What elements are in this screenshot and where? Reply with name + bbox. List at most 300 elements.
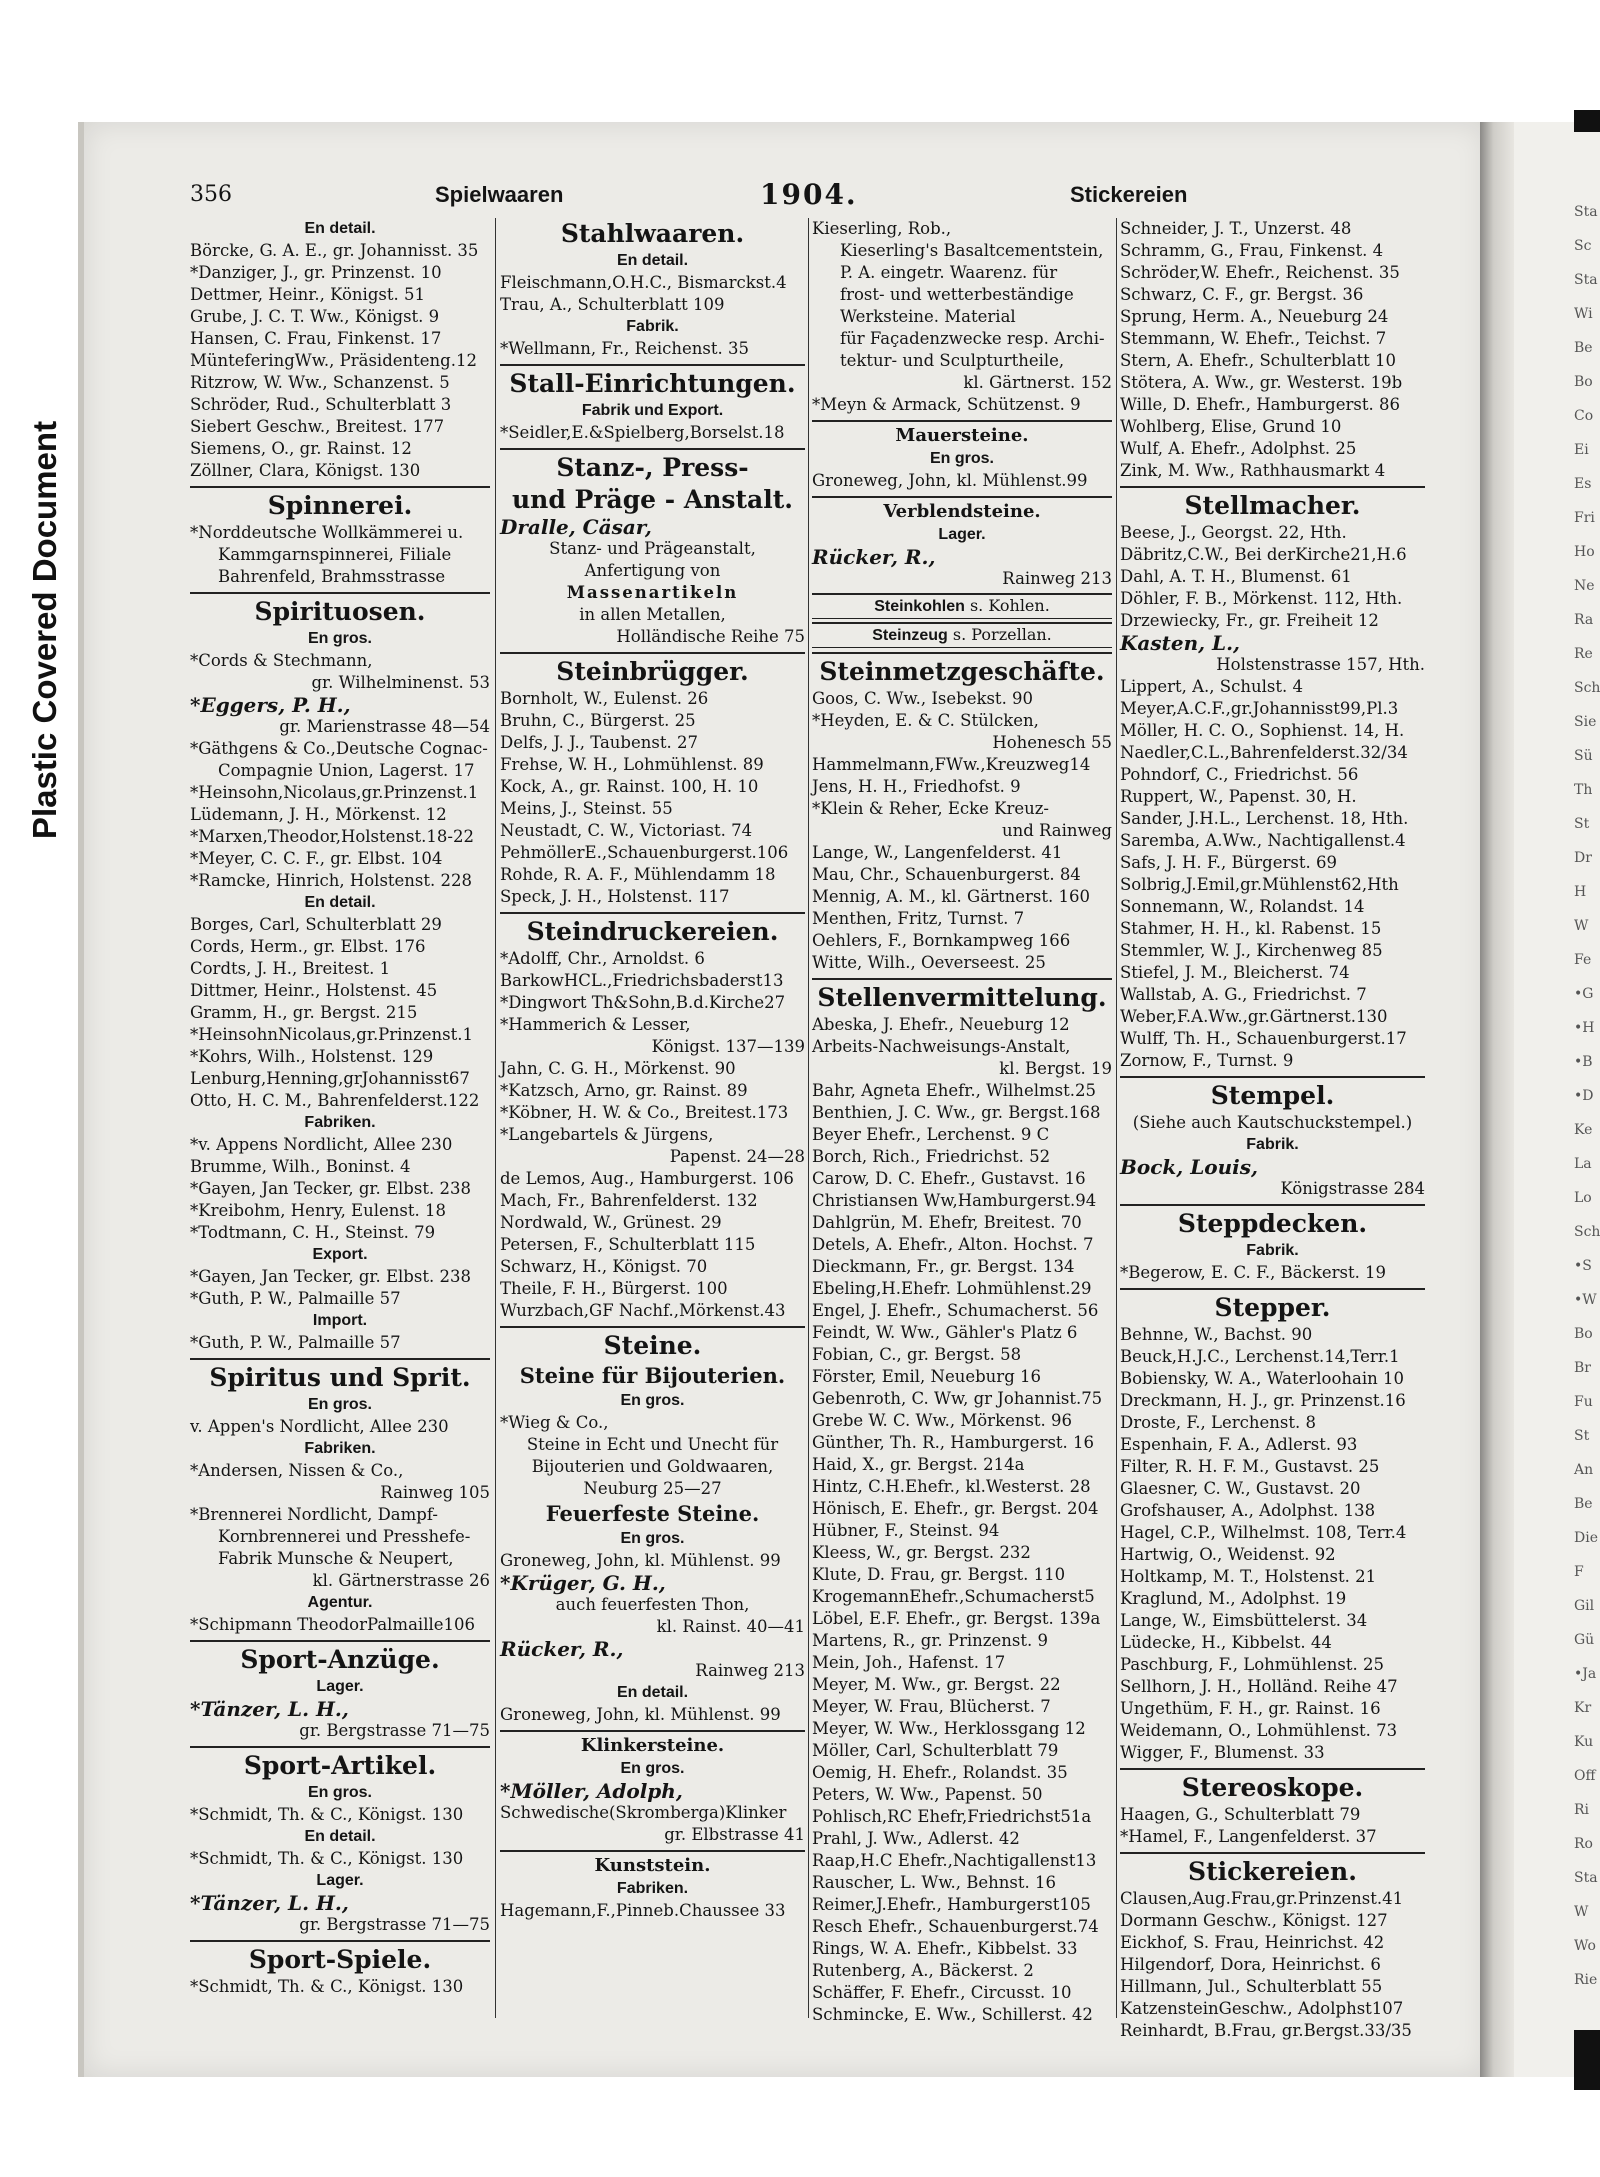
entry-description: in allen Metallen, bbox=[579, 605, 726, 624]
next-page-edge bbox=[1514, 122, 1600, 2077]
entry-address: Rainweg 105 bbox=[380, 1483, 490, 1502]
directory-entry: Fobian, C., gr. Bergst. 58 bbox=[812, 1345, 1022, 1364]
entry-description: auch feuerfesten Thon, bbox=[555, 1595, 750, 1614]
entry-address: gr. Wilhelminenst. 53 bbox=[311, 673, 490, 692]
category-label: Fabriken. bbox=[304, 1114, 376, 1131]
next-page-fragment: Wi bbox=[1574, 306, 1593, 322]
featured-entry: Rücker, R., bbox=[500, 1637, 624, 1661]
directory-entry: Bobiensky, W. A., Waterloohain 10 bbox=[1120, 1369, 1404, 1388]
directory-entry: *Guth, P. W., Palmaille 57 bbox=[190, 1289, 401, 1308]
next-page-fragment: Lo bbox=[1574, 1190, 1592, 1206]
directory-entry: Peters, W. Ww., Papenst. 50 bbox=[812, 1785, 1043, 1804]
column-1 bbox=[190, 218, 490, 2018]
next-page-fragment: Re bbox=[1574, 646, 1593, 662]
directory-entry: Möller, H. C. O., Sophienst. 14, H. bbox=[1120, 721, 1405, 740]
next-page-fragment: Ho bbox=[1574, 544, 1595, 560]
directory-entry: Cordts, J. H., Breitest. 1 bbox=[190, 959, 391, 978]
directory-entry: *HeinsohnNicolaus,gr.Prinzenst.1 bbox=[190, 1025, 474, 1044]
directory-entry: Reimer,J.Ehefr., Hamburgerst105 bbox=[812, 1895, 1091, 1914]
category-label: Fabriken. bbox=[616, 1880, 689, 1897]
directory-entry: Beuck,H.J.C., Lerchenst.14,Terr.1 bbox=[1120, 1347, 1400, 1366]
next-page-fragment: St bbox=[1574, 816, 1590, 832]
category-label: Lager. bbox=[316, 1678, 364, 1695]
featured-entry: *Krüger, G. H., bbox=[500, 1571, 666, 1595]
directory-entry: Schramm, G., Frau, Finkenst. 4 bbox=[1120, 241, 1384, 260]
directory-entry: Oehlers, F., Bornkampweg 166 bbox=[812, 931, 1071, 950]
directory-entry: Prahl, J. Ww., Adlerst. 42 bbox=[812, 1829, 1020, 1848]
directory-entry: KrogemannEhefr.,Schumacherst5 bbox=[812, 1587, 1095, 1606]
featured-entry: Bock, Louis, bbox=[1120, 1155, 1258, 1179]
directory-entry: Gebenroth, C. Ww, gr Johannist.75 bbox=[812, 1389, 1103, 1408]
directory-entry: *Langebartels & Jürgens, bbox=[500, 1125, 714, 1144]
cross-reference bbox=[812, 593, 1112, 619]
directory-entry: Stern, A. Ehefr., Schulterblatt 10 bbox=[1120, 351, 1396, 370]
category-label: En gros. bbox=[620, 1760, 685, 1777]
entry-description: Steine in Echt und Unecht für bbox=[526, 1435, 779, 1454]
directory-entry: Bornholt, W., Eulenst. 26 bbox=[500, 689, 709, 708]
directory-entry: Bahr, Agneta Ehefr., Wilhelmst.25 bbox=[812, 1081, 1096, 1100]
directory-entry: Resch Ehefr., Schauenburgerst.74 bbox=[812, 1917, 1099, 1936]
directory-entry: Lippert, A., Schulst. 4 bbox=[1120, 677, 1303, 696]
next-page-fragment: Fu bbox=[1574, 1394, 1593, 1410]
category-label: En gros. bbox=[929, 450, 994, 467]
directory-entry: Mach, Fr., Bahrenfelderst. 132 bbox=[500, 1191, 758, 1210]
directory-entry: Grebe W. C. Ww., Mörkenst. 96 bbox=[812, 1411, 1073, 1430]
directory-entry: Schwarz, H., Königst. 70 bbox=[500, 1257, 708, 1276]
directory-entry: *v. Appens Nordlicht, Allee 230 bbox=[190, 1135, 453, 1154]
next-page-fragment: Gü bbox=[1574, 1632, 1595, 1648]
header-year: 1904. bbox=[760, 178, 858, 211]
section-heading: Stempel. bbox=[1120, 1076, 1425, 1112]
section-heading: Spiritus und Sprit. bbox=[190, 1358, 490, 1394]
section-heading: Stanz-, Press- bbox=[500, 448, 805, 484]
directory-entry: Behnne, W., Bachst. 90 bbox=[1120, 1325, 1313, 1344]
directory-entry: Meyer,A.C.F.,gr.Johannisst99,Pl.3 bbox=[1120, 699, 1399, 718]
directory-entry: Hagemann,F.,Pinneb.Chaussee 33 bbox=[500, 1901, 786, 1920]
book-spine bbox=[1480, 122, 1514, 2077]
next-page-fragment: Co bbox=[1574, 408, 1594, 424]
directory-entry: BarkowHCL.,Friedrichsbaderst13 bbox=[500, 971, 784, 990]
directory-entry: Schneider, J. T., Unzerst. 48 bbox=[1120, 219, 1352, 238]
directory-entry: Arbeits-Nachweisungs-Anstalt, bbox=[812, 1037, 1071, 1056]
directory-entry: Frehse, W. H., Lohmühlenst. 89 bbox=[500, 755, 764, 774]
directory-entry: Dormann Geschw., Königst. 127 bbox=[1120, 1911, 1388, 1930]
category-label: Fabriken. bbox=[304, 1440, 376, 1457]
directory-entry: Dettmer, Heinr., Königst. 51 bbox=[190, 285, 425, 304]
directory-entry: Solbrig,J.Emil,gr.Mühlenst62,Hth bbox=[1120, 875, 1399, 894]
directory-entry: *Guth, P. W., Palmaille 57 bbox=[190, 1333, 401, 1352]
next-page-fragment: Sch bbox=[1574, 680, 1600, 696]
header-left-keyword: Spielwaaren bbox=[435, 182, 564, 207]
directory-entry: Hagel, C.P., Wilhelmst. 108, Terr.4 bbox=[1120, 1523, 1407, 1542]
directory-entry: Stötera, A. Ww., gr. Westerst. 19b bbox=[1120, 373, 1403, 392]
directory-entry: Grube, J. C. T. Ww., Königst. 9 bbox=[190, 307, 440, 326]
directory-entry: *Gayen, Jan Tecker, gr. Elbst. 238 bbox=[190, 1179, 471, 1198]
directory-entry: Ritzrow, W. Ww., Schanzenst. 5 bbox=[190, 373, 450, 392]
directory-entry: *Brennerei Nordlicht, Dampf- bbox=[190, 1505, 438, 1524]
directory-entry: Stiefel, J. M., Bleicherst. 74 bbox=[1120, 963, 1350, 982]
entry-address: Holländische Reihe 75 bbox=[616, 627, 805, 646]
directory-entry: Meyer, W. Frau, Blücherst. 7 bbox=[812, 1697, 1051, 1716]
directory-entry: Bruhn, C., Bürgerst. 25 bbox=[500, 711, 696, 730]
category-label: Fabrik. bbox=[1246, 1242, 1299, 1259]
directory-entry: Eickhof, S. Frau, Heinrichst. 42 bbox=[1120, 1933, 1385, 1952]
directory-entry: Wulff, Th. H., Schauenburgerst.17 bbox=[1120, 1029, 1407, 1048]
column-4 bbox=[1120, 218, 1425, 2040]
next-page-fragment: •H bbox=[1574, 1020, 1595, 1036]
directory-entry: PehmöllerE.,Schauenburgerst.106 bbox=[500, 843, 789, 862]
section-heading: Steppdecken. bbox=[1120, 1204, 1425, 1240]
column-2 bbox=[500, 218, 805, 2018]
directory-entry: *Wellmann, Fr., Reichenst. 35 bbox=[500, 339, 749, 358]
directory-entry: Wohlberg, Elise, Grund 10 bbox=[1120, 417, 1342, 436]
directory-entry: Dreckmann, H. J., gr. Prinzenst.16 bbox=[1120, 1391, 1406, 1410]
directory-entry: Klute, D. Frau, gr. Bergst. 110 bbox=[812, 1565, 1066, 1584]
next-page-fragment: Ra bbox=[1574, 612, 1594, 628]
next-page-fragment: Sta bbox=[1574, 272, 1598, 288]
directory-entry: Carow, D. C. Ehefr., Gustavst. 16 bbox=[812, 1169, 1086, 1188]
directory-entry: Hübner, F., Steinst. 94 bbox=[812, 1521, 1000, 1540]
category-label: En detail. bbox=[304, 894, 376, 911]
directory-entry: Siebert Geschw., Breitest. 177 bbox=[190, 417, 445, 436]
directory-entry: Günther, Th. R., Hamburgerst. 16 bbox=[812, 1433, 1095, 1452]
directory-entry: *Meyn & Armack, Schützenst. 9 bbox=[812, 395, 1081, 414]
directory-entry: Weber,F.A.Ww.,gr.Gärtnerst.130 bbox=[1120, 1007, 1388, 1026]
directory-entry: Mein, Joh., Hafenst. 17 bbox=[812, 1653, 1006, 1672]
directory-entry: Reinhardt, B.Frau, gr.Bergst.33/35 bbox=[1120, 2021, 1412, 2040]
category-label: Fabrik und Export. bbox=[581, 402, 724, 419]
directory-entry: Dahlgrün, M. Ehefr, Breitest. 70 bbox=[812, 1213, 1082, 1232]
directory-entry: Rauscher, L. Ww., Behnst. 16 bbox=[812, 1873, 1056, 1892]
category-label: En gros. bbox=[620, 1530, 685, 1547]
directory-entry: Hartwig, O., Weidenst. 92 bbox=[1120, 1545, 1336, 1564]
section-heading: Spinnerei. bbox=[190, 486, 490, 522]
subsection-heading: Klinkersteine. bbox=[500, 1730, 805, 1758]
next-page-fragment: •W bbox=[1574, 1292, 1597, 1308]
category-label: En detail. bbox=[304, 1828, 376, 1845]
directory-entry: Schwedische(Skromberga)Klinker bbox=[500, 1803, 787, 1822]
directory-entry: Groneweg, John, kl. Mühlenst. 99 bbox=[500, 1551, 781, 1570]
category-label: Lager. bbox=[938, 526, 986, 543]
section-heading: Stellmacher. bbox=[1120, 486, 1425, 522]
header-right-keyword: Stickereien bbox=[1070, 182, 1188, 207]
directory-entry: *Danziger, J., gr. Prinzenst. 10 bbox=[190, 263, 442, 282]
directory-entry: Gramm, H., gr. Bergst. 215 bbox=[190, 1003, 418, 1022]
directory-entry: Drzewiecky, Fr., gr. Freiheit 12 bbox=[1120, 611, 1379, 630]
directory-entry: Martens, R., gr. Prinzenst. 9 bbox=[812, 1631, 1048, 1650]
directory-entry: Hammelmann,FWw.,Kreuzweg14 bbox=[812, 755, 1091, 774]
featured-entry: *Möller, Adolph, bbox=[500, 1779, 683, 1803]
directory-entry: *Hamel, F., Langenfelderst. 37 bbox=[1120, 1827, 1377, 1846]
directory-entry: *Adolff, Chr., Arnoldst. 6 bbox=[500, 949, 705, 968]
entry-continuation: tektur- und Sculpturtheile, bbox=[840, 351, 1065, 370]
next-page-fragment: Sie bbox=[1574, 714, 1597, 730]
entry-description: Stanz- und Prägeanstalt, bbox=[549, 539, 756, 558]
directory-entry: Hilgendorf, Dora, Heinrichst. 6 bbox=[1120, 1955, 1381, 1974]
directory-entry: Mennig, A. M., kl. Gärtnerst. 160 bbox=[812, 887, 1090, 906]
directory-entry: Wallstab, A. G., Friedrichst. 7 bbox=[1120, 985, 1367, 1004]
directory-entry: Döhler, F. B., Mörkenst. 112, Hth. bbox=[1120, 589, 1403, 608]
directory-entry: Saremba, A.Ww., Nachtigallenst.4 bbox=[1120, 831, 1406, 850]
next-page-fragment: Sc bbox=[1574, 238, 1592, 254]
next-page-fragment: Be bbox=[1574, 340, 1593, 356]
directory-entry: Benthien, J. C. Ww., gr. Bergst.168 bbox=[812, 1103, 1101, 1122]
cross-reference-target: s. Kohlen. bbox=[969, 596, 1050, 615]
directory-entry: Brumme, Wilh., Boninst. 4 bbox=[190, 1157, 411, 1176]
directory-entry: Raap,H.C Ehefr.,Nachtigallenst13 bbox=[812, 1851, 1097, 1870]
directory-entry: Trau, A., Schulterblatt 109 bbox=[500, 295, 725, 314]
column-rule bbox=[1116, 218, 1117, 2018]
directory-entry: Sprung, Herm. A., Neueburg 24 bbox=[1120, 307, 1389, 326]
directory-entry: Stemmler, W. J., Kirchenweg 85 bbox=[1120, 941, 1383, 960]
directory-entry: Borch, Rich., Friedrichst. 52 bbox=[812, 1147, 1051, 1166]
directory-entry: Wigger, F., Blumenst. 33 bbox=[1120, 1743, 1325, 1762]
entry-description: Bijouterien und Goldwaaren, bbox=[531, 1457, 774, 1476]
subsection-heading: Mauersteine. bbox=[812, 420, 1112, 448]
directory-entry: Filter, R. H. F. M., Gustavst. 25 bbox=[1120, 1457, 1380, 1476]
directory-entry: Zöllner, Clara, Königst. 130 bbox=[190, 461, 421, 480]
next-page-fragment: Ro bbox=[1574, 1836, 1593, 1852]
directory-entry: Hansen, C. Frau, Finkenst. 17 bbox=[190, 329, 442, 348]
next-page-fragment: •D bbox=[1574, 1088, 1594, 1104]
directory-entry: Däbritz,C.W., Bei derKirche21,H.6 bbox=[1120, 545, 1407, 564]
directory-entry: Rohde, R. A. F., Mühlendamm 18 bbox=[500, 865, 776, 884]
entry-address: Holstenstrasse 157, Hth. bbox=[1216, 655, 1425, 674]
section-heading: Steinmetzgeschäfte. bbox=[812, 652, 1112, 688]
next-page-fragment: Ne bbox=[1574, 578, 1595, 594]
next-page-fragment: F bbox=[1574, 1564, 1584, 1580]
entry-address: kl. Rainst. 40—41 bbox=[656, 1617, 805, 1636]
entry-address: Papenst. 24—28 bbox=[669, 1147, 805, 1166]
subsection-heading: Feuerfeste Steine. bbox=[545, 1501, 760, 1526]
directory-entry: Otto, H. C. M., Bahrenfelderst.122 bbox=[190, 1091, 480, 1110]
directory-entry: Theile, F. H., Bürgerst. 100 bbox=[500, 1279, 728, 1298]
section-heading: Sport-Anzüge. bbox=[190, 1640, 490, 1676]
cross-reference-target: s. Porzellan. bbox=[952, 625, 1052, 644]
entry-address: Hohenesch 55 bbox=[992, 733, 1112, 752]
next-page-fragment: W bbox=[1574, 1904, 1589, 1920]
directory-entry: MünteferingWw., Präsidenteng.12 bbox=[190, 351, 477, 370]
entry-continuation: Kornbrennerei und Presshefe- bbox=[218, 1527, 471, 1546]
section-heading: Stepper. bbox=[1120, 1288, 1425, 1324]
directory-entry: Jens, H. H., Friedhofst. 9 bbox=[812, 777, 1021, 796]
directory-entry: Groneweg, John, kl. Mühlenst.99 bbox=[812, 471, 1088, 490]
directory-entry: Delfs, J. J., Taubenst. 27 bbox=[500, 733, 698, 752]
next-page-fragment: •B bbox=[1574, 1054, 1593, 1070]
category-label: En detail. bbox=[616, 252, 689, 269]
directory-entry: *Andersen, Nissen & Co., bbox=[190, 1461, 404, 1480]
entry-address: gr. Bergstrasse 71—75 bbox=[299, 1915, 490, 1934]
directory-entry: *Schmidt, Th. & C., Königst. 130 bbox=[190, 1977, 464, 1996]
next-page-fragment: Sü bbox=[1574, 748, 1593, 764]
directory-entry: *Kreibohm, Henry, Eulenst. 18 bbox=[190, 1201, 446, 1220]
section-heading: Stickereien. bbox=[1120, 1852, 1425, 1888]
directory-entry: KatzensteinGeschw., Adolphst107 bbox=[1120, 1999, 1404, 2018]
directory-entry: *Katzsch, Arno, gr. Rainst. 89 bbox=[500, 1081, 748, 1100]
directory-entry: Glaesner, C. W., Gustavst. 20 bbox=[1120, 1479, 1361, 1498]
next-page-fragment: •Ja bbox=[1574, 1666, 1597, 1682]
directory-entry: *Schmidt, Th. & C., Königst. 130 bbox=[190, 1805, 464, 1824]
entry-continuation: Kammgarnspinnerei, Filiale bbox=[218, 545, 452, 564]
category-label: Export. bbox=[312, 1246, 368, 1263]
directory-entry: *Schipmann TheodorPalmaille106 bbox=[190, 1615, 476, 1634]
next-page-fragment: Th bbox=[1574, 782, 1593, 798]
section-heading: Steinbrügger. bbox=[500, 652, 805, 688]
black-tab-top bbox=[1574, 110, 1600, 132]
next-page-fragment: Sch bbox=[1574, 1224, 1600, 1240]
directory-entry: Ungethüm, F. H., gr. Rainst. 16 bbox=[1120, 1699, 1381, 1718]
section-heading: Steine. bbox=[500, 1326, 805, 1362]
directory-entry: Holtkamp, M. T., Holstenst. 21 bbox=[1120, 1567, 1377, 1586]
subsection-heading: Steine für Bijouterien. bbox=[519, 1363, 786, 1388]
next-page-fragment: H bbox=[1574, 884, 1587, 900]
directory-entry: Schröder,W. Ehefr., Reichenst. 35 bbox=[1120, 263, 1400, 282]
directory-entry: Haagen, G., Schulterblatt 79 bbox=[1120, 1805, 1361, 1824]
entry-address: kl. Gärtnerstrasse 26 bbox=[312, 1571, 490, 1590]
entry-address: Königstrasse 284 bbox=[1280, 1179, 1425, 1198]
directory-entry: Dittmer, Heinr., Holstenst. 45 bbox=[190, 981, 438, 1000]
directory-entry: Meins, J., Steinst. 55 bbox=[500, 799, 673, 818]
directory-entry: *Schmidt, Th. & C., Königst. 130 bbox=[190, 1849, 464, 1868]
next-page-fragment: Wo bbox=[1574, 1938, 1596, 1954]
directory-entry: Neustadt, C. W., Victoriast. 74 bbox=[500, 821, 753, 840]
directory-entry: Goos, C. Ww., Isebekst. 90 bbox=[812, 689, 1034, 708]
featured-entry: Dralle, Cäsar, bbox=[500, 515, 652, 539]
directory-entry: Sander, J.H.L., Lerchenst. 18, Hth. bbox=[1120, 809, 1409, 828]
directory-entry: Hintz, C.H.Ehefr., kl.Westerst. 28 bbox=[812, 1477, 1091, 1496]
directory-entry: Jahn, C. G. H., Mörkenst. 90 bbox=[500, 1059, 736, 1078]
entry-address: kl. Gärtnerst. 152 bbox=[963, 373, 1112, 392]
section-heading: Stall-Einrichtungen. bbox=[500, 364, 805, 400]
entry-address: gr. Marienstrasse 48—54 bbox=[279, 717, 490, 736]
next-page-fragment: Off bbox=[1574, 1768, 1596, 1784]
next-page-fragment: Es bbox=[1574, 476, 1592, 492]
directory-entry: Naedler,C.L.,Bahrenfelderst.32/34 bbox=[1120, 743, 1408, 762]
entry-continuation: Compagnie Union, Lagerst. 17 bbox=[218, 761, 475, 780]
next-page-fragment: Bo bbox=[1574, 374, 1593, 390]
entry-description: Massenartikeln bbox=[566, 583, 739, 602]
directory-entry: *Hammerich & Lesser, bbox=[500, 1015, 691, 1034]
next-page-fragment: St bbox=[1574, 1428, 1590, 1444]
directory-entry: Borges, Carl, Schulterblatt 29 bbox=[190, 915, 442, 934]
directory-entry: Wille, D. Ehefr., Hamburgerst. 86 bbox=[1120, 395, 1400, 414]
directory-entry: Dahl, A. T. H., Blumenst. 61 bbox=[1120, 567, 1352, 586]
directory-entry: *Gäthgens & Co.,Deutsche Cognac- bbox=[190, 739, 488, 758]
directory-entry: Lüdemann, J. H., Mörkenst. 12 bbox=[190, 805, 447, 824]
directory-entry: Zornow, F., Turnst. 9 bbox=[1120, 1051, 1294, 1070]
entry-continuation: P. A. eingetr. Waarenz. für bbox=[840, 263, 1058, 282]
category-label: En gros. bbox=[307, 1784, 372, 1801]
section-heading: Steindruckereien. bbox=[500, 912, 805, 948]
category-label: En gros. bbox=[620, 1392, 685, 1409]
subsection-heading: Kunststein. bbox=[500, 1850, 805, 1878]
directory-entry: Börcke, G. A. E., gr. Johannisst. 35 bbox=[190, 241, 479, 260]
directory-entry: Förster, Emil, Neueburg 16 bbox=[812, 1367, 1042, 1386]
directory-entry: Ebeling,H.Ehefr. Lohmühlenst.29 bbox=[812, 1279, 1092, 1298]
entry-description: (Siehe auch Kautschuckstempel.) bbox=[1132, 1113, 1413, 1132]
directory-entry: Petersen, F., Schulterblatt 115 bbox=[500, 1235, 756, 1254]
directory-entry: Kleess, W., gr. Bergst. 232 bbox=[812, 1543, 1031, 1562]
next-page-fragment: An bbox=[1574, 1462, 1594, 1478]
directory-entry: Hönisch, E. Ehefr., gr. Bergst. 204 bbox=[812, 1499, 1099, 1518]
directory-entry: Detels, A. Ehefr., Alton. Hochst. 7 bbox=[812, 1235, 1094, 1254]
directory-entry: Lenburg,Henning,grJohannisst67 bbox=[190, 1069, 470, 1088]
directory-entry: Schwarz, C. F., gr. Bergst. 36 bbox=[1120, 285, 1364, 304]
page-number: 356 bbox=[190, 182, 232, 207]
section-heading: Stereoskope. bbox=[1120, 1768, 1425, 1804]
directory-entry: Engel, J. Ehefr., Schumacherst. 56 bbox=[812, 1301, 1099, 1320]
directory-entry: Sellhorn, J. H., Holländ. Reihe 47 bbox=[1120, 1677, 1398, 1696]
directory-entry: *Meyer, C. C. F., gr. Elbst. 104 bbox=[190, 849, 443, 868]
directory-entry: *Heinsohn,Nicolaus,gr.Prinzenst.1 bbox=[190, 783, 479, 802]
directory-entry: *Kohrs, Wilh., Holstenst. 129 bbox=[190, 1047, 434, 1066]
entry-continuation: frost- und wetterbeständige bbox=[840, 285, 1074, 304]
directory-entry: Dieckmann, Fr., gr. Bergst. 134 bbox=[812, 1257, 1075, 1276]
directory-entry: *Heyden, E. & C. Stülcken, bbox=[812, 711, 1039, 730]
cross-reference-term: Steinzeug bbox=[872, 627, 948, 644]
column-rule bbox=[808, 218, 809, 2018]
directory-entry: Droste, F., Lerchenst. 8 bbox=[1120, 1413, 1316, 1432]
directory-entry: Beese, J., Georgst. 22, Hth. bbox=[1120, 523, 1347, 542]
entry-continuation: Werksteine. Material bbox=[840, 307, 1016, 326]
directory-entry: Schäffer, F. Ehefr., Circusst. 10 bbox=[812, 1983, 1072, 2002]
directory-entry: Speck, J. H., Holstenst. 117 bbox=[500, 887, 730, 906]
entry-address: Rainweg 213 bbox=[695, 1661, 805, 1680]
directory-entry: Cords, Herm., gr. Elbst. 176 bbox=[190, 937, 426, 956]
directory-entry: Fleischmann,O.H.C., Bismarckst.4 bbox=[500, 273, 787, 292]
next-page-fragment: Fe bbox=[1574, 952, 1592, 968]
next-page-fragment: Gil bbox=[1574, 1598, 1595, 1614]
next-page-fragment: Ke bbox=[1574, 1122, 1593, 1138]
next-page-fragment: Ri bbox=[1574, 1802, 1590, 1818]
directory-entry: Kraglund, M., Adolphst. 19 bbox=[1120, 1589, 1347, 1608]
running-header bbox=[190, 178, 1420, 212]
directory-entry: Clausen,Aug.Frau,gr.Prinzenst.41 bbox=[1120, 1889, 1404, 1908]
cross-reference-term: Steinkohlen bbox=[874, 598, 965, 615]
directory-entry: Zink, M. Ww., Rathhausmarkt 4 bbox=[1120, 461, 1386, 480]
next-page-fragment: Ku bbox=[1574, 1734, 1594, 1750]
directory-entry: *Köbner, H. W. & Co., Breitest.173 bbox=[500, 1103, 789, 1122]
entry-description: Anfertigung von bbox=[584, 561, 721, 580]
directory-entry: de Lemos, Aug., Hamburgerst. 106 bbox=[500, 1169, 794, 1188]
next-page-fragment: Sta bbox=[1574, 1870, 1598, 1886]
featured-entry: Rücker, R., bbox=[812, 545, 936, 569]
featured-entry: *Tänzer, L. H., bbox=[190, 1891, 349, 1915]
section-heading: Sport-Spiele. bbox=[190, 1940, 490, 1976]
featured-entry: *Tänzer, L. H., bbox=[190, 1697, 349, 1721]
directory-entry: Schröder, Rud., Schulterblatt 3 bbox=[190, 395, 452, 414]
directory-entry: Menthen, Fritz, Turnst. 7 bbox=[812, 909, 1025, 928]
next-page-fragment: W bbox=[1574, 918, 1589, 934]
entry-address: gr. Bergstrasse 71—75 bbox=[299, 1721, 490, 1740]
directory-entry: Kock, A., gr. Rainst. 100, H. 10 bbox=[500, 777, 759, 796]
directory-entry: Löbel, E.F. Ehefr., gr. Bergst. 139a bbox=[812, 1609, 1101, 1628]
directory-entry: *Dingwort Th&Sohn,B.d.Kirche27 bbox=[500, 993, 786, 1012]
entry-address: Königst. 137—139 bbox=[651, 1037, 805, 1056]
directory-entry: Schmincke, E. Ww., Schillerst. 42 bbox=[812, 2005, 1093, 2024]
directory-entry: Stahmer, H. H., kl. Rabenst. 15 bbox=[1120, 919, 1382, 938]
directory-entry: *Ramcke, Hinrich, Holstenst. 228 bbox=[190, 871, 473, 890]
directory-entry: Safs, J. H. F., Bürgerst. 69 bbox=[1120, 853, 1337, 872]
entry-address: kl. Bergst. 19 bbox=[999, 1059, 1112, 1078]
directory-entry: Feindt, W. Ww., Gähler's Platz 6 bbox=[812, 1323, 1078, 1342]
plastic-covered-label bbox=[0, 360, 90, 900]
category-label: Fabrik. bbox=[1246, 1136, 1299, 1153]
directory-entry: Grofshauser, A., Adolphst. 138 bbox=[1120, 1501, 1376, 1520]
directory-entry: Sonnemann, W., Rolandst. 14 bbox=[1120, 897, 1365, 916]
directory-entry: Groneweg, John, kl. Mühlenst. 99 bbox=[500, 1705, 781, 1724]
directory-entry: Siemens, O., gr. Rainst. 12 bbox=[190, 439, 412, 458]
